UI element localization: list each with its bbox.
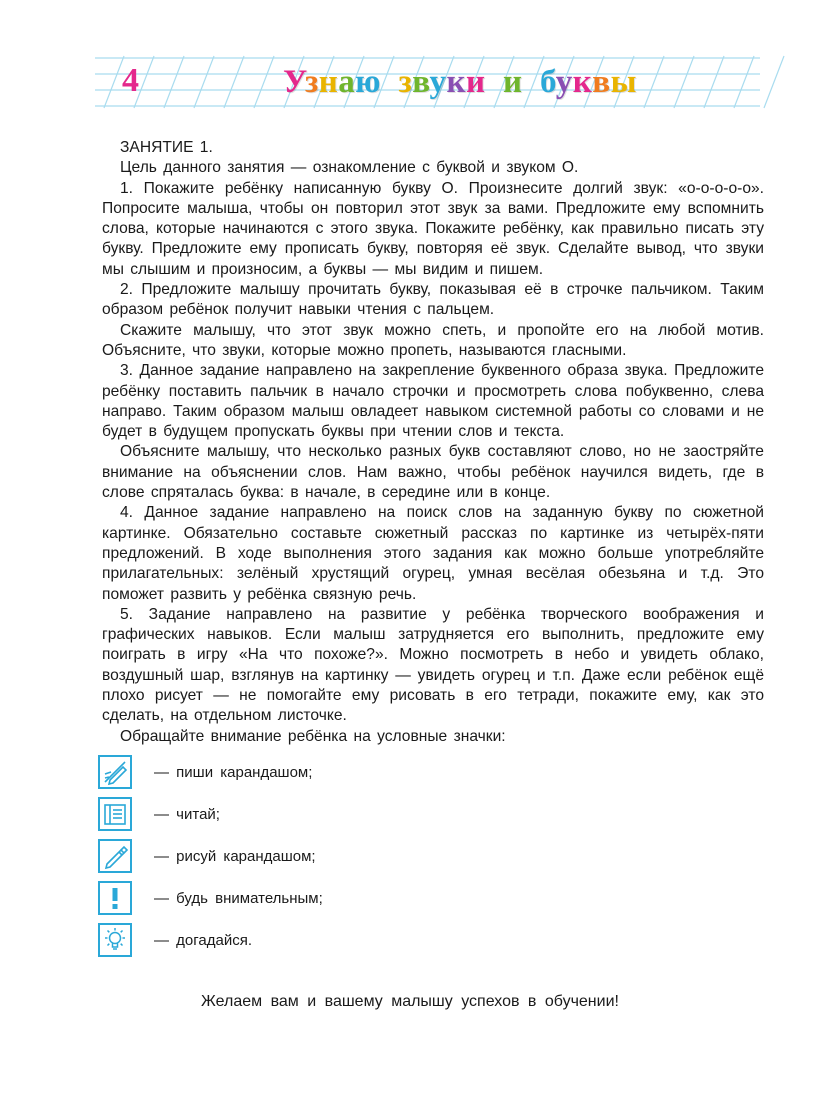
legend-item-draw (98, 838, 316, 874)
paragraph: 1. Покажите ребёнку написанную букву О. Произнесите долгий звук: «о-о-о-о-о». Попросите малыша, чтобы он повторил этот звук за вами. Предложите ему вспомнить слова, которые начинаются с этого звука. Покажите ребёнку, как правильно писать эту букву. Предложите ему прописать букву, повторяя её звук. Сделайте вывод, что звуки мы слышим и произносим, а буквы — мы видим и пишем. (102, 179, 764, 278)
paragraph: 2. Предложите малышу прочитать букву, показывая её в строчке пальчиком. Таким образом ребёнок получит навыки чтения с пальцем. (102, 281, 764, 319)
title-letter: а (338, 64, 356, 100)
title-letter: к (446, 64, 466, 100)
title-letter: и (466, 64, 486, 100)
instructions-text (102, 138, 764, 747)
pencil-writing-icon (98, 755, 132, 789)
exclamation-icon (98, 881, 132, 915)
legend-item-guess (98, 922, 252, 958)
lightbulb-icon (98, 923, 132, 957)
legend-label: — пиши карандашом; (154, 763, 313, 781)
page-title (283, 64, 637, 101)
paragraph: 4. Данное задание направлено на поиск слов на заданную букву по сюжетной картинке. Обязательно составьте сюжетный рассказ по картинке из четырёх-пяти предложений. В ходе выполнения этого задания как можно больше употребляйте прилагательных: зелёный хрустящий огурец, умная весёлая обезьяна и т.д. Это поможет развить у ребёнка связную речь. (102, 504, 764, 603)
title-letter: ы (610, 64, 637, 100)
pencil-icon (98, 839, 132, 873)
lesson-label: ЗАНЯТИЕ 1. (120, 139, 213, 156)
title-letter (486, 64, 504, 100)
title-letter: у (555, 64, 573, 100)
title-letter: н (318, 64, 339, 100)
title-letter: з (398, 64, 413, 100)
paragraph: Объясните малышу, что несколько разных букв составляют слово, но не заостряйте внимание на объяснении слов. Нам важно, чтобы ребёнок научился видеть, где в слове спряталась буква: в начале, в середине или в конце. (102, 443, 764, 502)
title-letter: з (305, 64, 319, 100)
title-letter: у (429, 64, 447, 100)
paragraph: Скажите малышу, что этот звук можно спеть, и пропойте его на любой мотив. Объясните, что звуки, которые можно пропеть, называются гласными. (102, 321, 764, 359)
page-number: 4 (122, 62, 139, 99)
title-letter (523, 64, 541, 100)
legend-item-read (98, 796, 220, 832)
paragraph: 5. Задание направлено на развитие у ребёнка творческого воображения и графических навыков. Если малыш затрудняется его выполнить, предложите ему поиграть в игру «На что похоже?». Можно посмотреть в небо и увидеть облако, воздушный шар, взглянув на картинку — увидеть огурец и т.п. Даже если ребёнок ещё плохо рисует — не помогайте ему рисовать в его тетради, покажите ему, как это сделать, на отдельном листочке. (102, 605, 764, 725)
legend-item-write (98, 754, 312, 790)
title-letter: и (503, 64, 523, 100)
paragraph: Цель данного занятия — ознакомление с буквой и звуком О. (120, 159, 579, 177)
title-letter: б (540, 64, 556, 100)
legend-item-attention (98, 880, 323, 916)
book-icon (98, 797, 132, 831)
paragraph: 3. Данное задание направлено на закрепление буквенного образа звука. Предложите ребёнку поставить пальчик в начало строчки и просмотреть слова побуквенно, слева направо. Таким образом малыш овладеет навыком системной работы со словами и не будет в будущем пропускать буквы при чтении слов и текста. (102, 362, 764, 441)
legend-label: — догадайся. (154, 931, 253, 949)
paragraph: Обращайте внимание ребёнка на условные значки: (120, 727, 506, 745)
title-letter: в (412, 64, 430, 100)
page-header (0, 0, 820, 130)
legend-label: — будь внимательным; (154, 889, 323, 907)
title-letter (381, 64, 399, 100)
legend-label: — читай; (154, 805, 220, 823)
title-letter: ю (355, 64, 382, 100)
title-letter: в (592, 64, 611, 100)
title-letter: У (283, 64, 306, 100)
legend-label: — рисуй карандашом; (154, 847, 316, 865)
title-letter: к (572, 64, 593, 100)
closing-wish: Желаем вам и вашему малышу успехов в обучении! (201, 993, 619, 1010)
